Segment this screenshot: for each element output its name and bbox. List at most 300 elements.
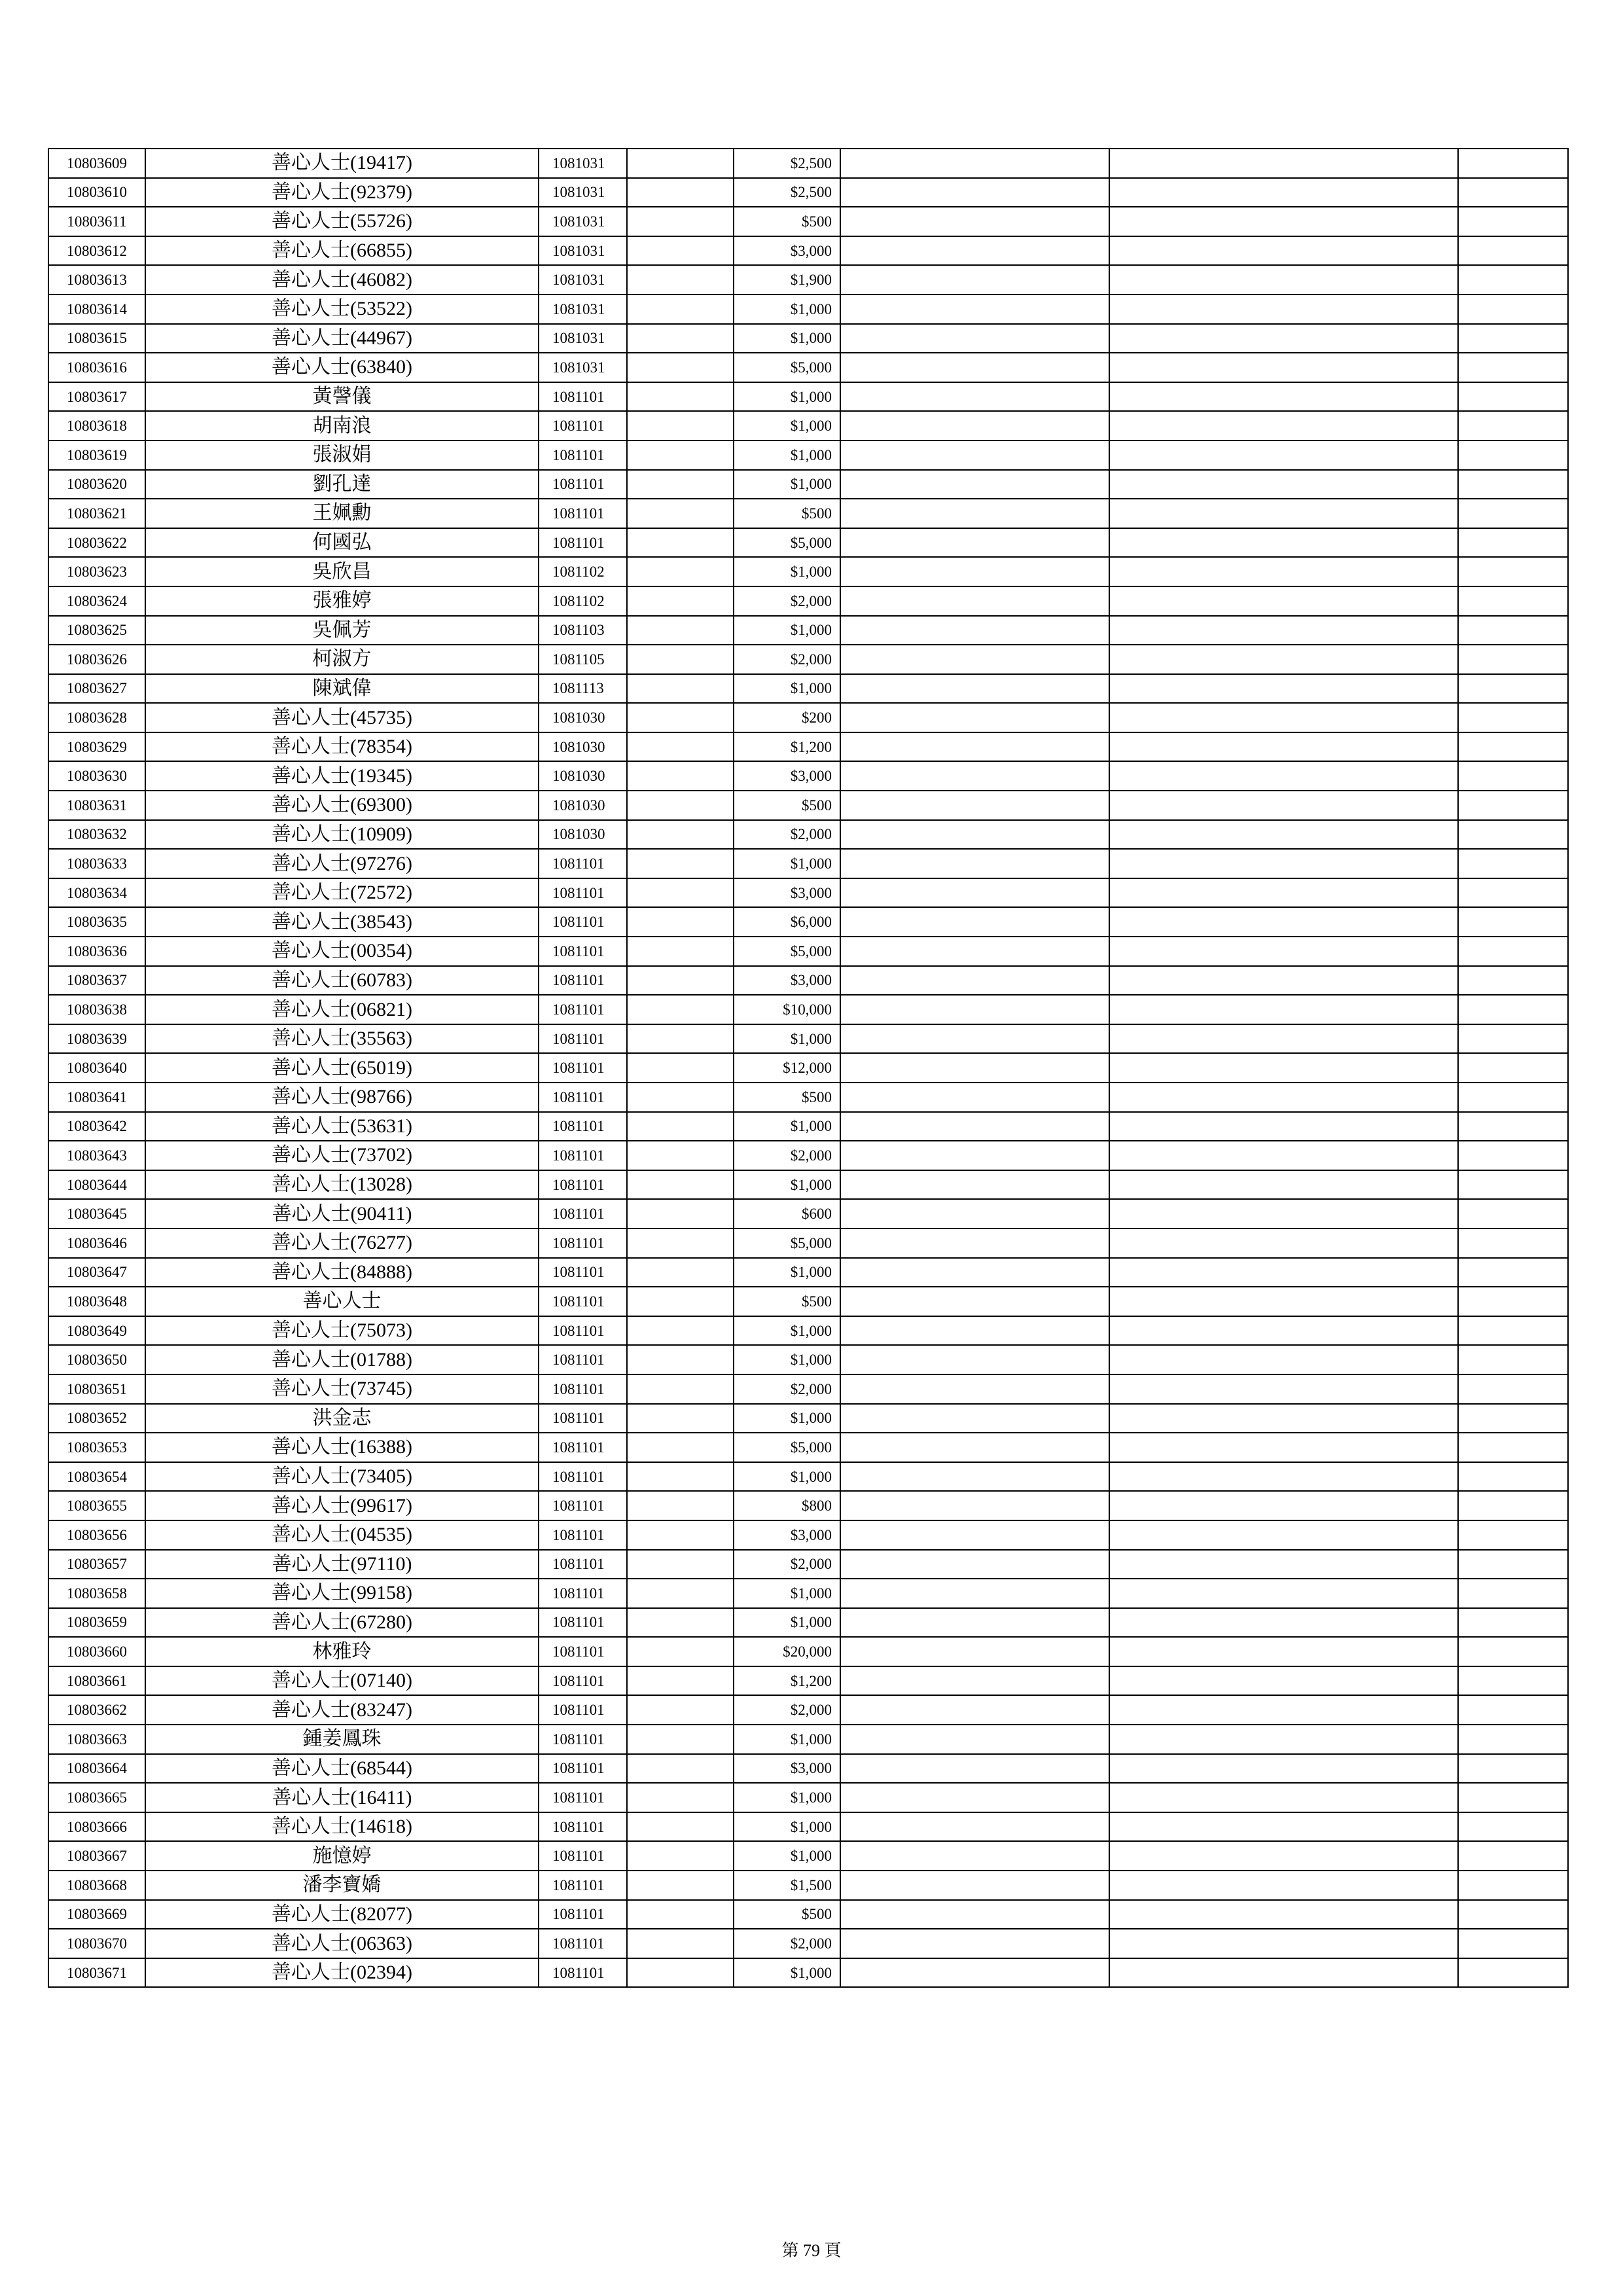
amount-cell: $1,000 (734, 1725, 840, 1754)
donation-date-cell: 1081101 (539, 1433, 627, 1462)
empty-cell (627, 207, 734, 236)
donor-name-cell: 善心人士(00354) (145, 937, 539, 966)
empty-cell (1109, 353, 1458, 382)
empty-cell (840, 265, 1109, 295)
empty-cell (840, 703, 1109, 732)
amount-cell: $1,200 (734, 732, 840, 762)
donation-date-cell: 1081031 (539, 353, 627, 382)
table-row (48, 353, 1568, 382)
empty-cell (840, 849, 1109, 878)
empty-cell (840, 1053, 1109, 1083)
receipt-number-cell: 10803621 (48, 499, 145, 528)
amount-cell: $800 (734, 1491, 840, 1520)
donor-name-cell: 善心人士(16388) (145, 1433, 539, 1462)
empty-cell (1458, 178, 1568, 207)
table-row (48, 1404, 1568, 1433)
amount-cell: $1,000 (734, 674, 840, 704)
table-row (48, 324, 1568, 353)
empty-cell (840, 1754, 1109, 1784)
empty-cell (1109, 907, 1458, 937)
donor-name-cell: 善心人士(82077) (145, 1900, 539, 1929)
empty-cell (1458, 1520, 1568, 1550)
empty-cell (627, 557, 734, 586)
table-row (48, 849, 1568, 878)
empty-cell (840, 557, 1109, 586)
empty-cell (1458, 1433, 1568, 1462)
table-row (48, 1053, 1568, 1083)
table-row (48, 1141, 1568, 1170)
donation-date-cell: 1081101 (539, 1199, 627, 1229)
amount-cell: $1,000 (734, 1958, 840, 1988)
empty-cell (1109, 1754, 1458, 1784)
empty-cell (1109, 703, 1458, 732)
amount-cell: $12,000 (734, 1053, 840, 1083)
empty-cell (627, 937, 734, 966)
empty-cell (1458, 1141, 1568, 1170)
empty-cell (840, 1841, 1109, 1871)
empty-cell (1109, 1258, 1458, 1287)
empty-cell (840, 674, 1109, 704)
amount-cell: $2,000 (734, 1695, 840, 1725)
empty-cell (840, 1958, 1109, 1988)
receipt-number-cell: 10803629 (48, 732, 145, 762)
empty-cell (840, 1900, 1109, 1929)
donation-date-cell: 1081030 (539, 703, 627, 732)
receipt-number-cell: 10803658 (48, 1579, 145, 1608)
donor-name-cell: 善心人士(99617) (145, 1491, 539, 1520)
table-row (48, 761, 1568, 791)
empty-cell (1109, 1900, 1458, 1929)
empty-cell (627, 440, 734, 470)
empty-cell (1109, 1083, 1458, 1112)
table-row (48, 178, 1568, 207)
donation-date-cell: 1081101 (539, 1141, 627, 1170)
donor-name-cell: 吳佩芳 (145, 616, 539, 645)
donor-name-cell: 善心人士(66855) (145, 236, 539, 266)
empty-cell (1109, 732, 1458, 762)
empty-cell (1109, 1462, 1458, 1492)
donation-date-cell: 1081031 (539, 149, 627, 178)
empty-cell (1458, 1229, 1568, 1258)
table-row (48, 1258, 1568, 1287)
table-row (48, 1462, 1568, 1492)
empty-cell (840, 1374, 1109, 1404)
receipt-number-cell: 10803650 (48, 1345, 145, 1374)
amount-cell: $1,000 (734, 1404, 840, 1433)
table-row (48, 557, 1568, 586)
empty-cell (1109, 1841, 1458, 1871)
empty-cell (627, 1141, 734, 1170)
donor-name-cell: 善心人士(46082) (145, 265, 539, 295)
receipt-number-cell: 10803626 (48, 645, 145, 674)
empty-cell (840, 1462, 1109, 1492)
empty-cell (840, 1725, 1109, 1754)
amount-cell: $5,000 (734, 937, 840, 966)
empty-cell (840, 1695, 1109, 1725)
empty-cell (840, 732, 1109, 762)
empty-cell (1458, 937, 1568, 966)
empty-cell (1458, 528, 1568, 558)
receipt-number-cell: 10803609 (48, 149, 145, 178)
empty-cell (1458, 1462, 1568, 1492)
empty-cell (840, 1783, 1109, 1812)
empty-cell (840, 1666, 1109, 1696)
empty-cell (1109, 499, 1458, 528)
empty-cell (627, 1170, 734, 1200)
empty-cell (1109, 557, 1458, 586)
donation-table-body (48, 149, 1568, 1987)
empty-cell (627, 1637, 734, 1666)
donation-date-cell: 1081101 (539, 1170, 627, 1200)
empty-cell (1458, 411, 1568, 440)
donor-name-cell: 鍾姜鳳珠 (145, 1725, 539, 1754)
receipt-number-cell: 10803633 (48, 849, 145, 878)
donor-name-cell: 善心人士(19345) (145, 761, 539, 791)
amount-cell: $2,000 (734, 586, 840, 616)
table-row (48, 411, 1568, 440)
donation-date-cell: 1081101 (539, 966, 627, 996)
empty-cell (627, 382, 734, 412)
donation-date-cell: 1081101 (539, 1258, 627, 1287)
table-row (48, 1024, 1568, 1054)
donor-name-cell: 善心人士(01788) (145, 1345, 539, 1374)
empty-cell (1458, 761, 1568, 791)
empty-cell (1458, 966, 1568, 996)
empty-cell (1458, 265, 1568, 295)
receipt-number-cell: 10803611 (48, 207, 145, 236)
empty-cell (1458, 732, 1568, 762)
empty-cell (1109, 382, 1458, 412)
empty-cell (840, 1550, 1109, 1579)
empty-cell (627, 1374, 734, 1404)
empty-cell (627, 1345, 734, 1374)
donor-name-cell: 潘李寶嬌 (145, 1871, 539, 1900)
table-row (48, 937, 1568, 966)
empty-cell (840, 1520, 1109, 1550)
empty-cell (627, 1258, 734, 1287)
donor-name-cell: 善心人士(60783) (145, 966, 539, 996)
empty-cell (627, 732, 734, 762)
amount-cell: $1,000 (734, 1812, 840, 1842)
empty-cell (840, 470, 1109, 499)
table-row (48, 295, 1568, 324)
donor-name-cell: 陳斌偉 (145, 674, 539, 704)
empty-cell (627, 703, 734, 732)
amount-cell: $3,000 (734, 236, 840, 266)
receipt-number-cell: 10803645 (48, 1199, 145, 1229)
table-row (48, 1170, 1568, 1200)
donor-name-cell: 善心人士(97110) (145, 1550, 539, 1579)
table-row (48, 1345, 1568, 1374)
donation-date-cell: 1081113 (539, 674, 627, 704)
donor-name-cell: 善心人士(65019) (145, 1053, 539, 1083)
empty-cell (627, 1754, 734, 1784)
amount-cell: $1,000 (734, 324, 840, 353)
empty-cell (1458, 557, 1568, 586)
empty-cell (840, 1608, 1109, 1638)
amount-cell: $3,000 (734, 1754, 840, 1784)
empty-cell (840, 382, 1109, 412)
empty-cell (627, 1462, 734, 1492)
empty-cell (840, 1433, 1109, 1462)
empty-cell (1109, 849, 1458, 878)
amount-cell: $1,000 (734, 616, 840, 645)
empty-cell (1109, 1141, 1458, 1170)
donation-date-cell: 1081102 (539, 586, 627, 616)
donor-name-cell: 洪金志 (145, 1404, 539, 1433)
table-row (48, 1083, 1568, 1112)
empty-cell (1109, 1725, 1458, 1754)
amount-cell: $1,000 (734, 1462, 840, 1492)
empty-cell (627, 616, 734, 645)
amount-cell: $1,500 (734, 1871, 840, 1900)
donor-name-cell: 善心人士(78354) (145, 732, 539, 762)
donor-name-cell: 善心人士(73745) (145, 1374, 539, 1404)
empty-cell (840, 966, 1109, 996)
amount-cell: $5,000 (734, 1229, 840, 1258)
empty-cell (840, 1345, 1109, 1374)
empty-cell (840, 1083, 1109, 1112)
donation-date-cell: 1081101 (539, 1316, 627, 1346)
empty-cell (627, 178, 734, 207)
donation-date-cell: 1081101 (539, 1812, 627, 1842)
empty-cell (627, 499, 734, 528)
donation-table (48, 148, 1569, 1988)
empty-cell (1458, 1754, 1568, 1784)
empty-cell (840, 1199, 1109, 1229)
receipt-number-cell: 10803612 (48, 236, 145, 266)
table-row (48, 149, 1568, 178)
table-row (48, 470, 1568, 499)
receipt-number-cell: 10803646 (48, 1229, 145, 1258)
amount-cell: $5,000 (734, 353, 840, 382)
donor-name-cell: 善心人士(55726) (145, 207, 539, 236)
empty-cell (840, 1579, 1109, 1608)
amount-cell: $1,000 (734, 1783, 840, 1812)
empty-cell (1109, 820, 1458, 850)
amount-cell: $2,000 (734, 820, 840, 850)
donation-date-cell: 1081101 (539, 1608, 627, 1638)
donation-date-cell: 1081031 (539, 324, 627, 353)
amount-cell: $1,000 (734, 557, 840, 586)
empty-cell (1109, 995, 1458, 1024)
donor-name-cell: 善心人士(07140) (145, 1666, 539, 1696)
donor-name-cell: 善心人士(72572) (145, 878, 539, 908)
table-row (48, 236, 1568, 266)
donor-name-cell: 善心人士(44967) (145, 324, 539, 353)
amount-cell: $500 (734, 1900, 840, 1929)
donation-date-cell: 1081103 (539, 616, 627, 645)
empty-cell (1109, 1637, 1458, 1666)
empty-cell (627, 1608, 734, 1638)
amount-cell: $1,900 (734, 265, 840, 295)
amount-cell: $6,000 (734, 907, 840, 937)
amount-cell: $3,000 (734, 1520, 840, 1550)
donation-date-cell: 1081031 (539, 265, 627, 295)
empty-cell (1109, 528, 1458, 558)
empty-cell (1458, 382, 1568, 412)
donor-name-cell: 林雅玲 (145, 1637, 539, 1666)
receipt-number-cell: 10803613 (48, 265, 145, 295)
empty-cell (840, 1929, 1109, 1958)
amount-cell: $10,000 (734, 995, 840, 1024)
amount-cell: $1,000 (734, 411, 840, 440)
empty-cell (1109, 674, 1458, 704)
amount-cell: $1,000 (734, 1841, 840, 1871)
donation-date-cell: 1081101 (539, 1112, 627, 1141)
donation-date-cell: 1081101 (539, 1900, 627, 1929)
receipt-number-cell: 10803651 (48, 1374, 145, 1404)
receipt-number-cell: 10803647 (48, 1258, 145, 1287)
amount-cell: $1,000 (734, 295, 840, 324)
donation-date-cell: 1081101 (539, 470, 627, 499)
receipt-number-cell: 10803641 (48, 1083, 145, 1112)
empty-cell (840, 1141, 1109, 1170)
empty-cell (840, 878, 1109, 908)
receipt-number-cell: 10803668 (48, 1871, 145, 1900)
empty-cell (1109, 791, 1458, 820)
empty-cell (1109, 295, 1458, 324)
amount-cell: $20,000 (734, 1637, 840, 1666)
empty-cell (1458, 1112, 1568, 1141)
table-row (48, 265, 1568, 295)
receipt-number-cell: 10803632 (48, 820, 145, 850)
donation-date-cell: 1081101 (539, 499, 627, 528)
amount-cell: $500 (734, 791, 840, 820)
empty-cell (840, 1812, 1109, 1842)
empty-cell (627, 1666, 734, 1696)
table-row (48, 1695, 1568, 1725)
empty-cell (627, 149, 734, 178)
donor-name-cell: 善心人士(90411) (145, 1199, 539, 1229)
donor-name-cell: 善心人士(53631) (145, 1112, 539, 1141)
empty-cell (627, 1024, 734, 1054)
empty-cell (627, 528, 734, 558)
empty-cell (840, 324, 1109, 353)
empty-cell (840, 586, 1109, 616)
receipt-number-cell: 10803616 (48, 353, 145, 382)
amount-cell: $500 (734, 207, 840, 236)
empty-cell (1109, 645, 1458, 674)
table-row (48, 1958, 1568, 1988)
empty-cell (840, 1316, 1109, 1346)
donor-name-cell: 善心人士(06363) (145, 1929, 539, 1958)
amount-cell: $1,200 (734, 1666, 840, 1696)
empty-cell (1109, 149, 1458, 178)
donation-date-cell: 1081101 (539, 1053, 627, 1083)
receipt-number-cell: 10803643 (48, 1141, 145, 1170)
empty-cell (627, 1783, 734, 1812)
receipt-number-cell: 10803610 (48, 178, 145, 207)
empty-cell (840, 178, 1109, 207)
empty-cell (1458, 820, 1568, 850)
empty-cell (627, 1579, 734, 1608)
empty-cell (1109, 966, 1458, 996)
table-row (48, 586, 1568, 616)
empty-cell (840, 1871, 1109, 1900)
donation-date-cell: 1081105 (539, 645, 627, 674)
empty-cell (627, 1900, 734, 1929)
empty-cell (1458, 1170, 1568, 1200)
amount-cell: $2,000 (734, 1550, 840, 1579)
amount-cell: $2,500 (734, 178, 840, 207)
receipt-number-cell: 10803620 (48, 470, 145, 499)
empty-cell (1458, 470, 1568, 499)
receipt-number-cell: 10803627 (48, 674, 145, 704)
empty-cell (1458, 878, 1568, 908)
empty-cell (840, 995, 1109, 1024)
empty-cell (1458, 440, 1568, 470)
donor-name-cell: 善心人士(45735) (145, 703, 539, 732)
amount-cell: $1,000 (734, 1170, 840, 1200)
donation-date-cell: 1081030 (539, 791, 627, 820)
empty-cell (627, 1433, 734, 1462)
empty-cell (1458, 1841, 1568, 1871)
donor-name-cell: 善心人士(19417) (145, 149, 539, 178)
receipt-number-cell: 10803657 (48, 1550, 145, 1579)
table-row (48, 1725, 1568, 1754)
table-row (48, 1666, 1568, 1696)
empty-cell (840, 236, 1109, 266)
empty-cell (1109, 1345, 1458, 1374)
table-row (48, 616, 1568, 645)
donor-name-cell: 善心人士(73702) (145, 1141, 539, 1170)
receipt-number-cell: 10803617 (48, 382, 145, 412)
donation-date-cell: 1081101 (539, 528, 627, 558)
empty-cell (840, 353, 1109, 382)
empty-cell (627, 1083, 734, 1112)
donor-name-cell: 善心人士(68544) (145, 1754, 539, 1784)
empty-cell (840, 1287, 1109, 1316)
empty-cell (1109, 1666, 1458, 1696)
donation-date-cell: 1081030 (539, 761, 627, 791)
empty-cell (1458, 1637, 1568, 1666)
table-row (48, 674, 1568, 704)
donation-date-cell: 1081101 (539, 1871, 627, 1900)
donor-name-cell: 善心人士(83247) (145, 1695, 539, 1725)
empty-cell (1109, 1199, 1458, 1229)
empty-cell (840, 1491, 1109, 1520)
empty-cell (1458, 236, 1568, 266)
receipt-number-cell: 10803619 (48, 440, 145, 470)
receipt-number-cell: 10803640 (48, 1053, 145, 1083)
empty-cell (1109, 470, 1458, 499)
empty-cell (1109, 1929, 1458, 1958)
empty-cell (1458, 907, 1568, 937)
donation-date-cell: 1081101 (539, 849, 627, 878)
empty-cell (840, 1404, 1109, 1433)
table-row (48, 499, 1568, 528)
donation-date-cell: 1081030 (539, 820, 627, 850)
empty-cell (1109, 1112, 1458, 1141)
donation-date-cell: 1081101 (539, 1754, 627, 1784)
page-number: 第 79 頁 (781, 2241, 842, 2260)
empty-cell (840, 1637, 1109, 1666)
table-row (48, 966, 1568, 996)
table-row (48, 1637, 1568, 1666)
empty-cell (1109, 1170, 1458, 1200)
empty-cell (1458, 1491, 1568, 1520)
empty-cell (840, 499, 1109, 528)
empty-cell (1109, 1287, 1458, 1316)
donor-name-cell: 善心人士(75073) (145, 1316, 539, 1346)
donor-name-cell: 善心人士(92379) (145, 178, 539, 207)
empty-cell (1109, 1404, 1458, 1433)
empty-cell (1109, 411, 1458, 440)
empty-cell (840, 1112, 1109, 1141)
empty-cell (1458, 616, 1568, 645)
receipt-number-cell: 10803625 (48, 616, 145, 645)
